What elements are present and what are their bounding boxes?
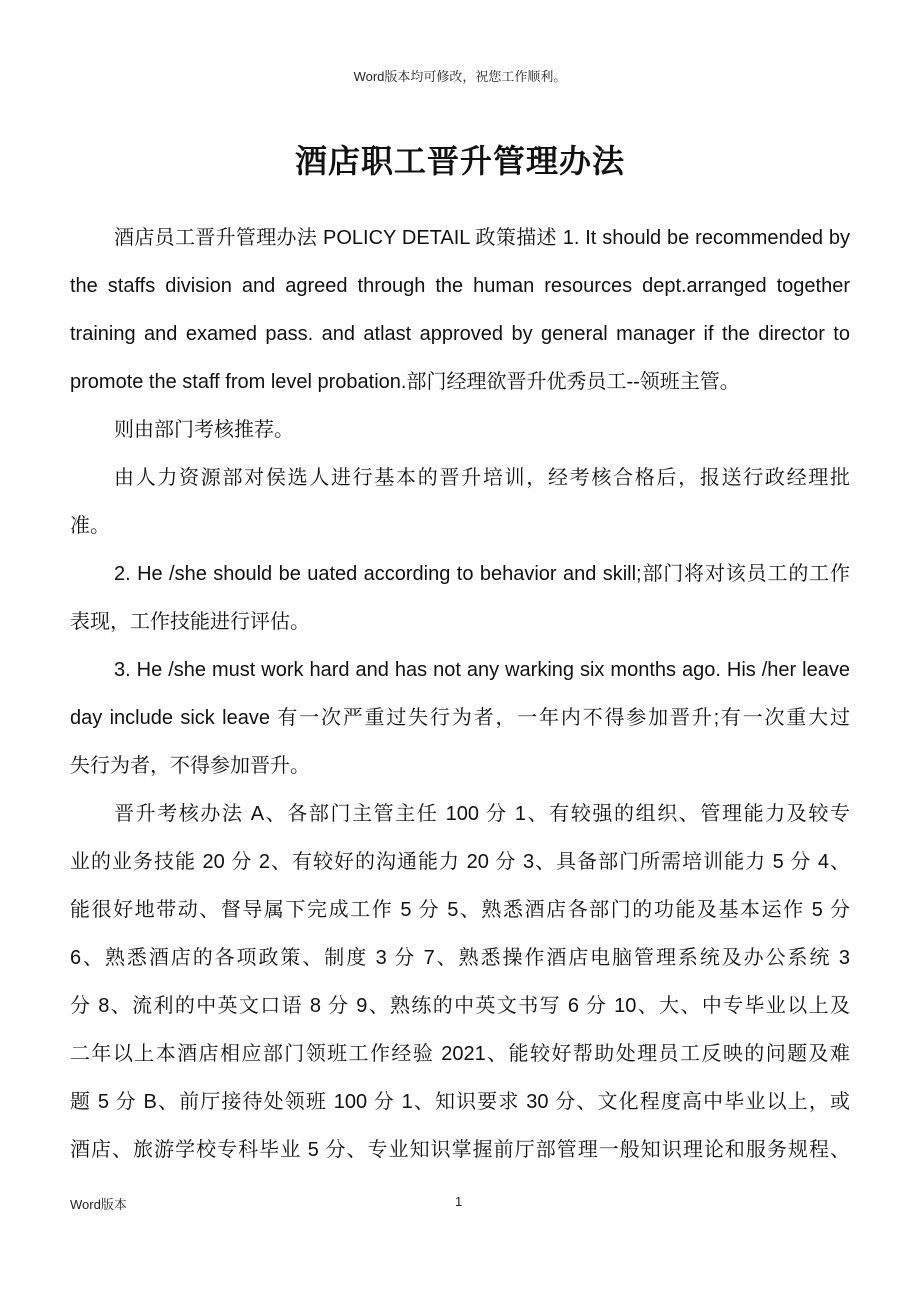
text-line: 分 8、流利的中英文口语 8 分 9、熟练的中英文书写 6 分 10、大、中专毕业以上及 [70,995,850,1017]
document-body [70,216,850,1176]
footer-label: Word版本 [70,1197,127,1212]
paragraph [70,552,850,648]
paragraph [70,792,850,1176]
text-line: 6、熟悉酒店的各项政策、制度 3 分 7、熟悉操作酒店电脑管理系统及办公系统 3 [70,947,850,969]
paragraph [70,408,850,456]
paragraph [70,648,850,792]
text-line: day include sick leave 有一次严重过失行为者，一年内不得参加晋升;有一次重大过 [70,707,850,729]
text-line: the staffs division and agreed through the human resources dept.arranged together [70,275,850,297]
text-line: 二年以上本酒店相应部门领班工作经验 2021、能较好帮助处理员工反映的问题及难 [70,1043,850,1065]
text-line: 3. He /she must work hard and has not any warking six months ago. His /her leave [114,659,850,681]
text-line: training and examed pass. and atlast approved by general manager if the director to [70,323,850,345]
text-line: 酒店、旅游学校专科毕业 5 分、专业知识掌握前厅部管理一般知识理论和服务规程、 [70,1139,850,1161]
text-line: 晋升考核办法 A、各部门主管主任 100 分 1、有较强的组织、管理能力及较专 [114,803,850,825]
text-line: 由人力资源部对侯选人进行基本的晋升培训，经考核合格后，报送行政经理批 [114,467,850,489]
text-line: 失行为者，不得参加晋升。 [70,755,310,777]
page-header: Word版本均可修改，祝您工作顺利。 [353,69,567,84]
text-line: 业的业务技能 20 分 2、有较好的沟通能力 20 分 3、具备部门所需培训能力 5 分 4、 [70,851,850,873]
text-line: 2. He /she should be uated according to behavior and skill;部门将对该员工的工作 [114,563,850,585]
text-line: 酒店员工晋升管理办法 POLICY DETAIL 政策描述 1. It should be recommended by [114,227,850,249]
text-line: 准。 [70,515,110,537]
paragraph [70,216,850,408]
text-line: 表现，工作技能进行评估。 [70,611,310,633]
text-line: 能很好地带动、督导属下完成工作 5 分 5、熟悉酒店各部门的功能及基本运作 5 分 [70,899,850,921]
text-line: promote the staff from level probation.部门经理欲晋升优秀员工--领班主管。 [70,371,740,393]
document-title: 酒店职工晋升管理办法 [294,142,625,180]
text-line: 则由部门考核推荐。 [114,419,294,441]
page-number: 1 [455,1194,463,1209]
paragraph [70,456,850,552]
text-line: 题 5 分 B、前厅接待处领班 100 分 1、知识要求 30 分、文化程度高中毕业以上，或 [70,1091,850,1113]
